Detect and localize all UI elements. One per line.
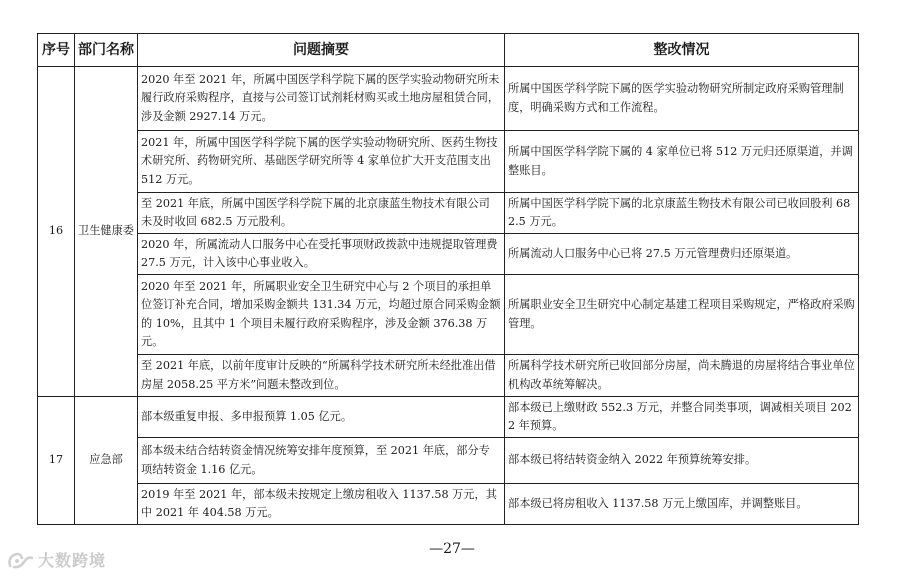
- table-row: [38, 275, 859, 355]
- rectification-cell: 部本级已将结转资金纳入 2022 年预算统筹安排。: [505, 438, 859, 484]
- table-row: [38, 438, 859, 484]
- row-number-16: 16: [38, 67, 75, 397]
- watermark: [6, 548, 106, 571]
- rectification-cell: 所属中国医学科学院下属的 4 家单位已将 512 万元归还原渠道，并调整账目。: [505, 131, 859, 193]
- problem-cell: 2021 年，所属中国医学科学院下属的医学实验动物研究所、医药生物技术研究所、药物研究所、基础医学研究所等 4 家单位扩大开支范围支出 512 万元。: [138, 131, 505, 193]
- table-row: [38, 131, 859, 193]
- problem-cell: 2020 年至 2021 年，所属职业安全卫生研究中心与 2 个项目的承担单位签订补充合同，增加采购金额共 131.34 万元，均超过原合同采购金额的 10%，且其中 1 个项目未履行政府采购程序，涉及金额 376.38 万元。: [138, 275, 505, 355]
- department-name: 卫生健康委: [75, 67, 138, 397]
- table-header-row: [38, 34, 859, 67]
- rectification-cell: 所属流动人口服务中心已将 27.5 万元管理费归还原渠道。: [505, 234, 859, 275]
- problem-cell: 部本级重复申报、多申报预算 1.05 亿元。: [138, 397, 505, 438]
- rectification-cell: 部本级已将房租收入 1137.58 万元上缴国库，并调整账目。: [505, 484, 859, 525]
- table-row: [38, 355, 859, 397]
- problem-cell: 部本级未结合结转资金情况统筹安排年度预算，至 2021 年底，部分专项结转资金 1.16 亿元。: [138, 438, 505, 484]
- problem-cell: 2020 年，所属流动人口服务中心在受托事项财政拨款中违规提取管理费 27.5 万元，计入该中心事业收入。: [138, 234, 505, 275]
- problem-cell: 至 2021 年底，所属中国医学科学院下属的北京康蓝生物技术有限公司未及时收回 682.5 万元股利。: [138, 193, 505, 234]
- page-number: —27—: [429, 541, 475, 557]
- audit-table: [37, 33, 859, 525]
- header-number: 序号: [38, 34, 75, 67]
- rectification-cell: 部本级已上缴财政 552.3 万元，并整合同类事项，调减相关项目 2022 年预算。: [505, 397, 859, 438]
- watermark-text: 大数跨境: [38, 551, 107, 570]
- rectification-cell: 所属科学技术研究所已收回部分房屋，尚未腾退的房屋将结合事业单位机构改革统筹解决。: [505, 355, 859, 397]
- rectification-cell: 所属中国医学科学院下属的北京康蓝生物技术有限公司已收回股利 682.5 万元。: [505, 193, 859, 234]
- department-name: 应急部: [75, 397, 138, 525]
- row-number-17: 17: [38, 397, 75, 525]
- problem-cell: 至 2021 年底，以前年度审计反映的“所属科学技术研究所未经批准出借房屋 2058.25 平方米”问题未整改到位。: [138, 355, 505, 397]
- problem-cell: 2019 年至 2021 年，部本级未按规定上缴房租收入 1137.58 万元，其中 2021 年 404.58 万元。: [138, 484, 505, 525]
- rectification-cell: 所属中国医学科学院下属的医学实验动物研究所制定政府采购管理制度，明确采购方式和工作流程。: [505, 67, 859, 131]
- logo-icon: [6, 550, 34, 570]
- table-row: [38, 397, 859, 438]
- problem-cell: 2020 年至 2021 年，所属中国医学科学院下属的医学实验动物研究所未履行政府采购程序，直接与公司签订试剂耗材购买或土地房屋租赁合同，涉及金额 2927.14 万元。: [138, 67, 505, 131]
- rectification-cell: 所属职业安全卫生研究中心制定基建工程项目采购规定，严格政府采购管理。: [505, 275, 859, 355]
- header-rectification: 整改情况: [505, 34, 859, 67]
- header-department: 部门名称: [75, 34, 138, 67]
- table-row: [38, 234, 859, 275]
- table-row: [38, 193, 859, 234]
- table-row: [38, 67, 859, 131]
- table-row: [38, 484, 859, 525]
- header-problem: 问题摘要: [138, 34, 505, 67]
